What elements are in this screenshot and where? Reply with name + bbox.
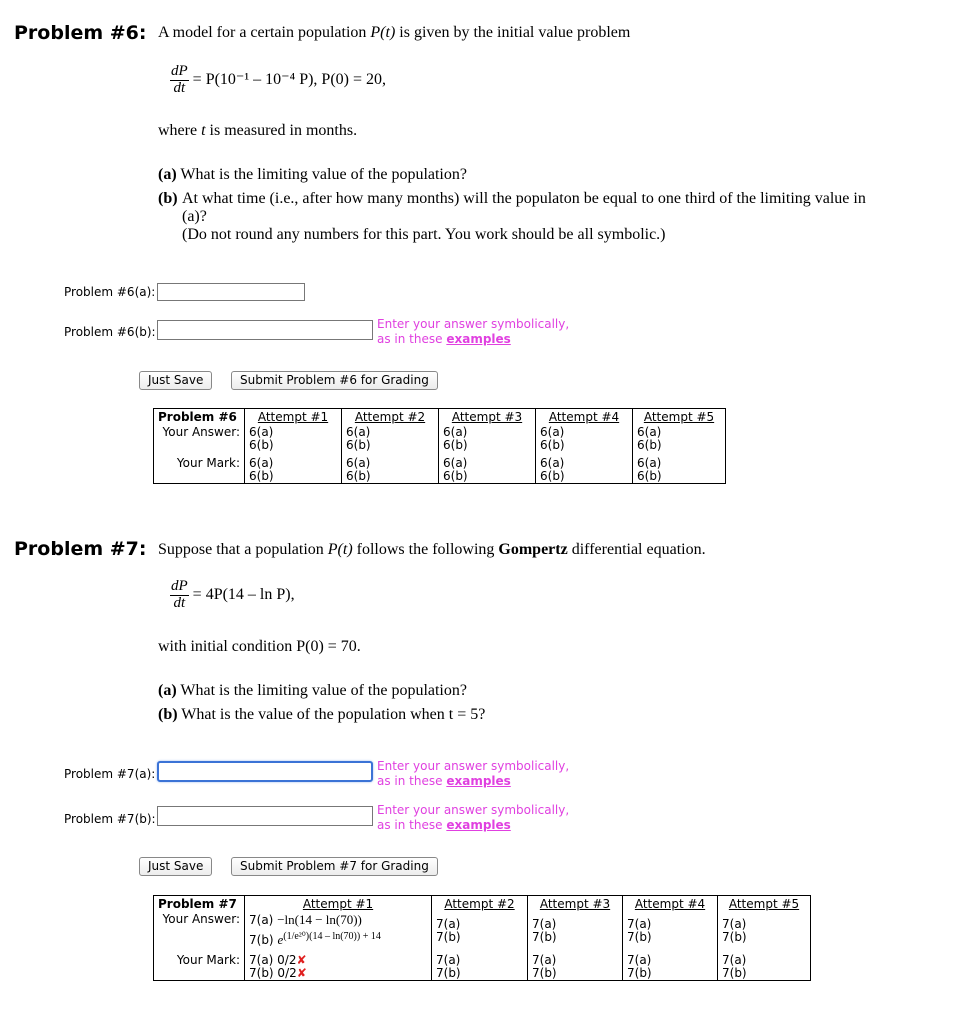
problem-6a-label: Problem #6(a): — [64, 285, 156, 299]
problem-7b-hint: Enter your answer symbolically, as in these examples — [377, 803, 570, 832]
incorrect-icon: ✘ — [296, 953, 307, 967]
just-save-button[interactable]: Just Save — [139, 371, 212, 390]
problem-7a-hint: Enter your answer symbolically, as in these examples — [377, 759, 570, 788]
problem-6-questions: (a) What is the limiting value of the population? (b) At what time (i.e., after how many months) will the populaton be equal to one third of the limiting value in (a)? (Do not round any numbers for this part. You work should be all symbolic.) — [158, 166, 866, 243]
problem-7-questions: (a) What is the limiting value of the population? (b) What is the value of the population when t = 5? — [158, 682, 486, 723]
attempt-2-link[interactable]: Attempt #2 — [342, 409, 439, 426]
problem-6-attempts-table: Problem #6 Attempt #1 Attempt #2 Attempt #3 Attempt #4 Attempt #5 Your Answer: 6(a) 6(b) 6(a) 6(b) 6(a) 6(b) 6(a) 6(b) 6(a) 6(b) Your Mark: 6(a) 6(b) 6(a) 6(b) 6(a) 6(b) 6(a) 6(b) 6(a) 6(b) — [153, 408, 726, 484]
problem-6-title: Problem #6: — [14, 22, 147, 44]
problem-6-intro: A model for a certain population P(t) is given by the initial value problem — [158, 24, 631, 41]
problem-7-intro: Suppose that a population P(t) follows the following Gompertz differential equation. — [158, 541, 706, 558]
problem-7b-label: Problem #7(b): — [64, 812, 156, 826]
problem-6b-label: Problem #6(b): — [64, 325, 156, 339]
problem-7b-input[interactable] — [157, 806, 373, 826]
problem-7a-label: Problem #7(a): — [64, 767, 156, 781]
problem-6b-hint: Enter your answer symbolically, as in these examples — [377, 317, 570, 346]
submit-problem-6-button[interactable]: Submit Problem #6 for Grading — [231, 371, 438, 390]
attempt-5-link[interactable]: Attempt #5 — [633, 409, 726, 426]
problem-7-equation: $\frac{dP}{dt}$ = 4P(14 – ln P), — [171, 578, 295, 611]
just-save-button[interactable]: Just Save — [139, 857, 212, 876]
submit-problem-7-button[interactable]: Submit Problem #7 for Grading — [231, 857, 438, 876]
problem-7-title: Problem #7: — [14, 538, 147, 560]
attempt-4-link[interactable]: Attempt #4 — [536, 409, 633, 426]
attempt-4-link[interactable]: Attempt #4 — [623, 896, 718, 913]
attempt-3-link[interactable]: Attempt #3 — [439, 409, 536, 426]
problem-7-attempts-table: Problem #7 Attempt #1 Attempt #2 Attempt #3 Attempt #4 Attempt #5 Your Answer: 7(a) −ln(14 − ln(70)) 7(b) $e^{(1/e^{20})(14 - ln(70)) + 14}$ 7(a) 7(b) 7(a) 7(b) 7(a) 7(b) 7(a) 7(b) Your Mark: 7(a) 0/2✘ 7(b) 0/2✘ 7(a) 7(b) 7(a) 7(b) 7(a) 7(b) 7(a) 7(b) — [153, 895, 811, 981]
attempt-2-link[interactable]: Attempt #2 — [432, 896, 528, 913]
attempt-1-link[interactable]: Attempt #1 — [245, 409, 342, 426]
examples-link[interactable]: examples — [446, 332, 511, 346]
problem-7a-input[interactable] — [157, 761, 373, 782]
problem-7-condition: with initial condition P(0) = 70. — [158, 638, 361, 655]
examples-link[interactable]: examples — [446, 774, 511, 788]
attempt-1-answer: 7(a) −ln(14 − ln(70)) 7(b) $e^{(1/e^{20})(14 - ln(70)) + 14}$ — [245, 913, 432, 947]
attempt-1-link[interactable]: Attempt #1 — [245, 896, 432, 913]
problem-6-equation: $\frac{dP}{dt}$ = P(10⁻¹ – 10⁻⁴ P), P(0) = 20, — [171, 63, 386, 96]
incorrect-icon: ✘ — [296, 966, 307, 980]
problem-6-where: where t is measured in months. — [158, 122, 358, 139]
attempt-3-link[interactable]: Attempt #3 — [528, 896, 623, 913]
attempt-1-mark: 7(a) 0/2✘ 7(b) 0/2✘ — [245, 954, 432, 980]
problem-6b-input[interactable] — [157, 320, 373, 340]
examples-link[interactable]: examples — [446, 818, 511, 832]
problem-6a-input[interactable] — [157, 283, 305, 301]
attempt-5-link[interactable]: Attempt #5 — [718, 896, 811, 913]
